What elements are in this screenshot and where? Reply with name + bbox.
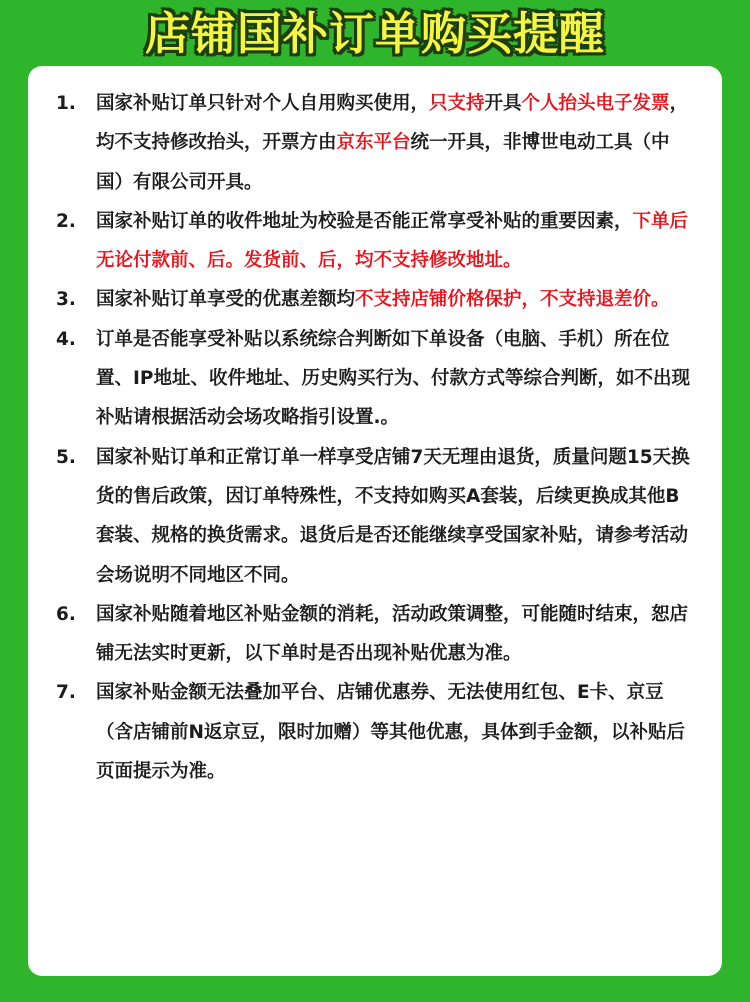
item-text: 订单是否能享受补贴以系统综合判断如下单设备（电脑、手机）所在位置、IP地址、收件地址、历史购买行为、付款方式等综合判断，如不出现补贴请根据活动会场攻略指引设置.。	[96, 328, 690, 429]
item-number: 3.	[56, 289, 76, 311]
title-banner	[0, 0, 750, 66]
notice-item-5	[28, 438, 722, 595]
notice-item-6	[28, 595, 722, 674]
item-number: 6.	[56, 603, 76, 625]
item-text: 国家补贴随着地区补贴金额的消耗，活动政策调整，可能随时结束，恕店铺无法实时更新，以下单时是否出现补贴优惠为准。	[96, 603, 689, 665]
item-text: 开具	[484, 93, 522, 114]
notice-item-1	[28, 84, 722, 202]
item-text: ，均不支持修改抬头，开票方由	[96, 93, 689, 154]
item-text: 国家补贴订单和正常订单一样享受店铺7天无理由退货，质量问题15天换货的售后政策，因订单特殊性，不支持如购买A套装，后续更换成其他B套装、规格的换货需求。退货后是否还能继续享受国家补贴，请参考活动会场说明不同地区不同。	[96, 446, 690, 586]
notice-item-7	[28, 673, 722, 791]
item-number: 4.	[56, 328, 76, 350]
item-number: 5.	[56, 446, 76, 468]
item-text: 国家补贴订单的收件地址为校验是否能正常享受补贴的重要因素，	[96, 210, 633, 232]
item-number: 2.	[56, 210, 76, 232]
notice-item-4	[28, 320, 722, 438]
notice-item-2	[28, 202, 722, 281]
highlight-text: 京东平台	[336, 132, 411, 154]
notice-card	[28, 66, 722, 976]
highlight-text: 个人抬头电子发票	[521, 93, 670, 114]
notice-list	[28, 84, 722, 791]
item-text: 国家补贴订单享受的优惠差额均	[96, 289, 356, 311]
highlight-text: 下单后无论付款前、后。发货前、后，均不支持修改地址。	[96, 210, 689, 272]
item-number: 7.	[56, 682, 76, 704]
item-number: 1.	[56, 93, 76, 114]
item-text: 国家补贴金额无法叠加平台、店铺优惠券、无法使用红包、E卡、京豆（含店铺前N返京豆，限时加赠）等其他优惠，具体到手金额，以补贴后页面提示为准。	[96, 682, 685, 783]
notice-item-3	[28, 280, 722, 319]
item-text: 国家补贴订单只针对个人自用购买使用，	[96, 93, 430, 114]
page-title: 店铺国补订单购买提醒	[144, 6, 605, 60]
highlight-text: 不支持店铺价格保护，不支持退差价。	[355, 289, 670, 311]
highlight-text: 只支持	[429, 93, 485, 114]
item-text: 统一开具，非博世电动工具（中国）有限公司开具。	[96, 132, 670, 193]
